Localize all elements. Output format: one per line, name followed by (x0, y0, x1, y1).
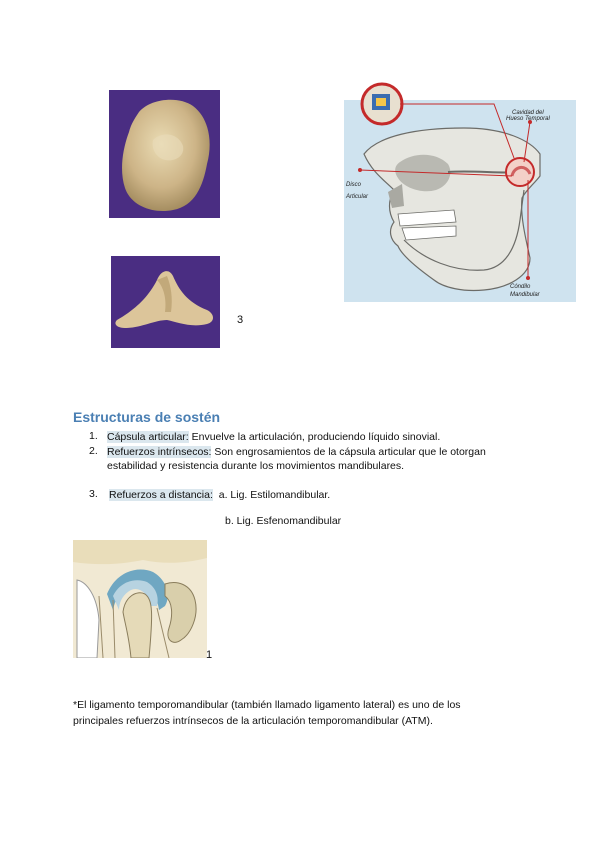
disc-photo-side (111, 256, 220, 348)
bone-photo-number: 3 (237, 314, 244, 326)
ligament-line-3 (157, 608, 169, 658)
tmj-skull-diagram (344, 80, 576, 302)
label-cavity-line2: Hueso Temporal (506, 116, 550, 122)
list-item-2 (107, 445, 527, 459)
ligament-illustration-number: 1 (206, 649, 213, 661)
disc-photo-top (109, 90, 220, 218)
disc-marker (358, 168, 362, 172)
label-condyle-line2: Mandibular (510, 292, 540, 298)
inset-detail-core (376, 98, 386, 106)
condyle-marker (526, 276, 530, 280)
item-1-text: Envuelve la articulación, produciendo líquido sinovial. (188, 431, 441, 443)
footnote-line-1: *El ligamento temporomandibular (también llamado ligamento lateral) es uno de los (73, 699, 461, 711)
item-3-number: 3. (89, 488, 98, 500)
label-condyle-line1: Cóndilo (510, 284, 531, 290)
ligament-illustration (73, 540, 207, 658)
temporal-bone (73, 540, 207, 564)
ligament-line-1 (99, 596, 103, 658)
list-item-1 (107, 430, 440, 444)
disc-top-shape (109, 90, 220, 218)
label-disc-line2: Articular (346, 194, 369, 200)
item-2-text: Son engrosamientos de la cápsula articular que le otorgan (211, 446, 486, 458)
styloid-region (165, 583, 196, 643)
item-2-number: 2. (89, 445, 98, 457)
list-item-3 (109, 488, 330, 502)
mandibular-condyle (123, 593, 152, 658)
footnote-line-2: principales refuerzos intrínsecos de la articulación temporomandibular (ATM). (73, 715, 433, 727)
label-cavity-line1: Cavidad del (512, 110, 544, 116)
item-1-term: Cápsula articular: (107, 431, 189, 443)
item-3-subitem-a: a. Lig. Estilomandibular. (212, 489, 331, 501)
section-title: Estructuras de sostén (73, 409, 221, 425)
label-disc-line1: Disco (346, 182, 362, 188)
ligament-line-2 (113, 600, 115, 658)
footnote (73, 697, 513, 729)
item-2-term: Refuerzos intrínsecos: (107, 446, 212, 458)
item-3-subitem-b: b. Lig. Esfenomandibular (225, 515, 342, 527)
item-2-text-continued: estabilidad y resistencia durante los movimientos mandibulares. (107, 460, 405, 472)
item-1-number: 1. (89, 430, 98, 442)
disc-side-shape (111, 256, 220, 348)
left-bone-space (77, 580, 99, 658)
item-3-term: Refuerzos a distancia: (109, 489, 213, 501)
